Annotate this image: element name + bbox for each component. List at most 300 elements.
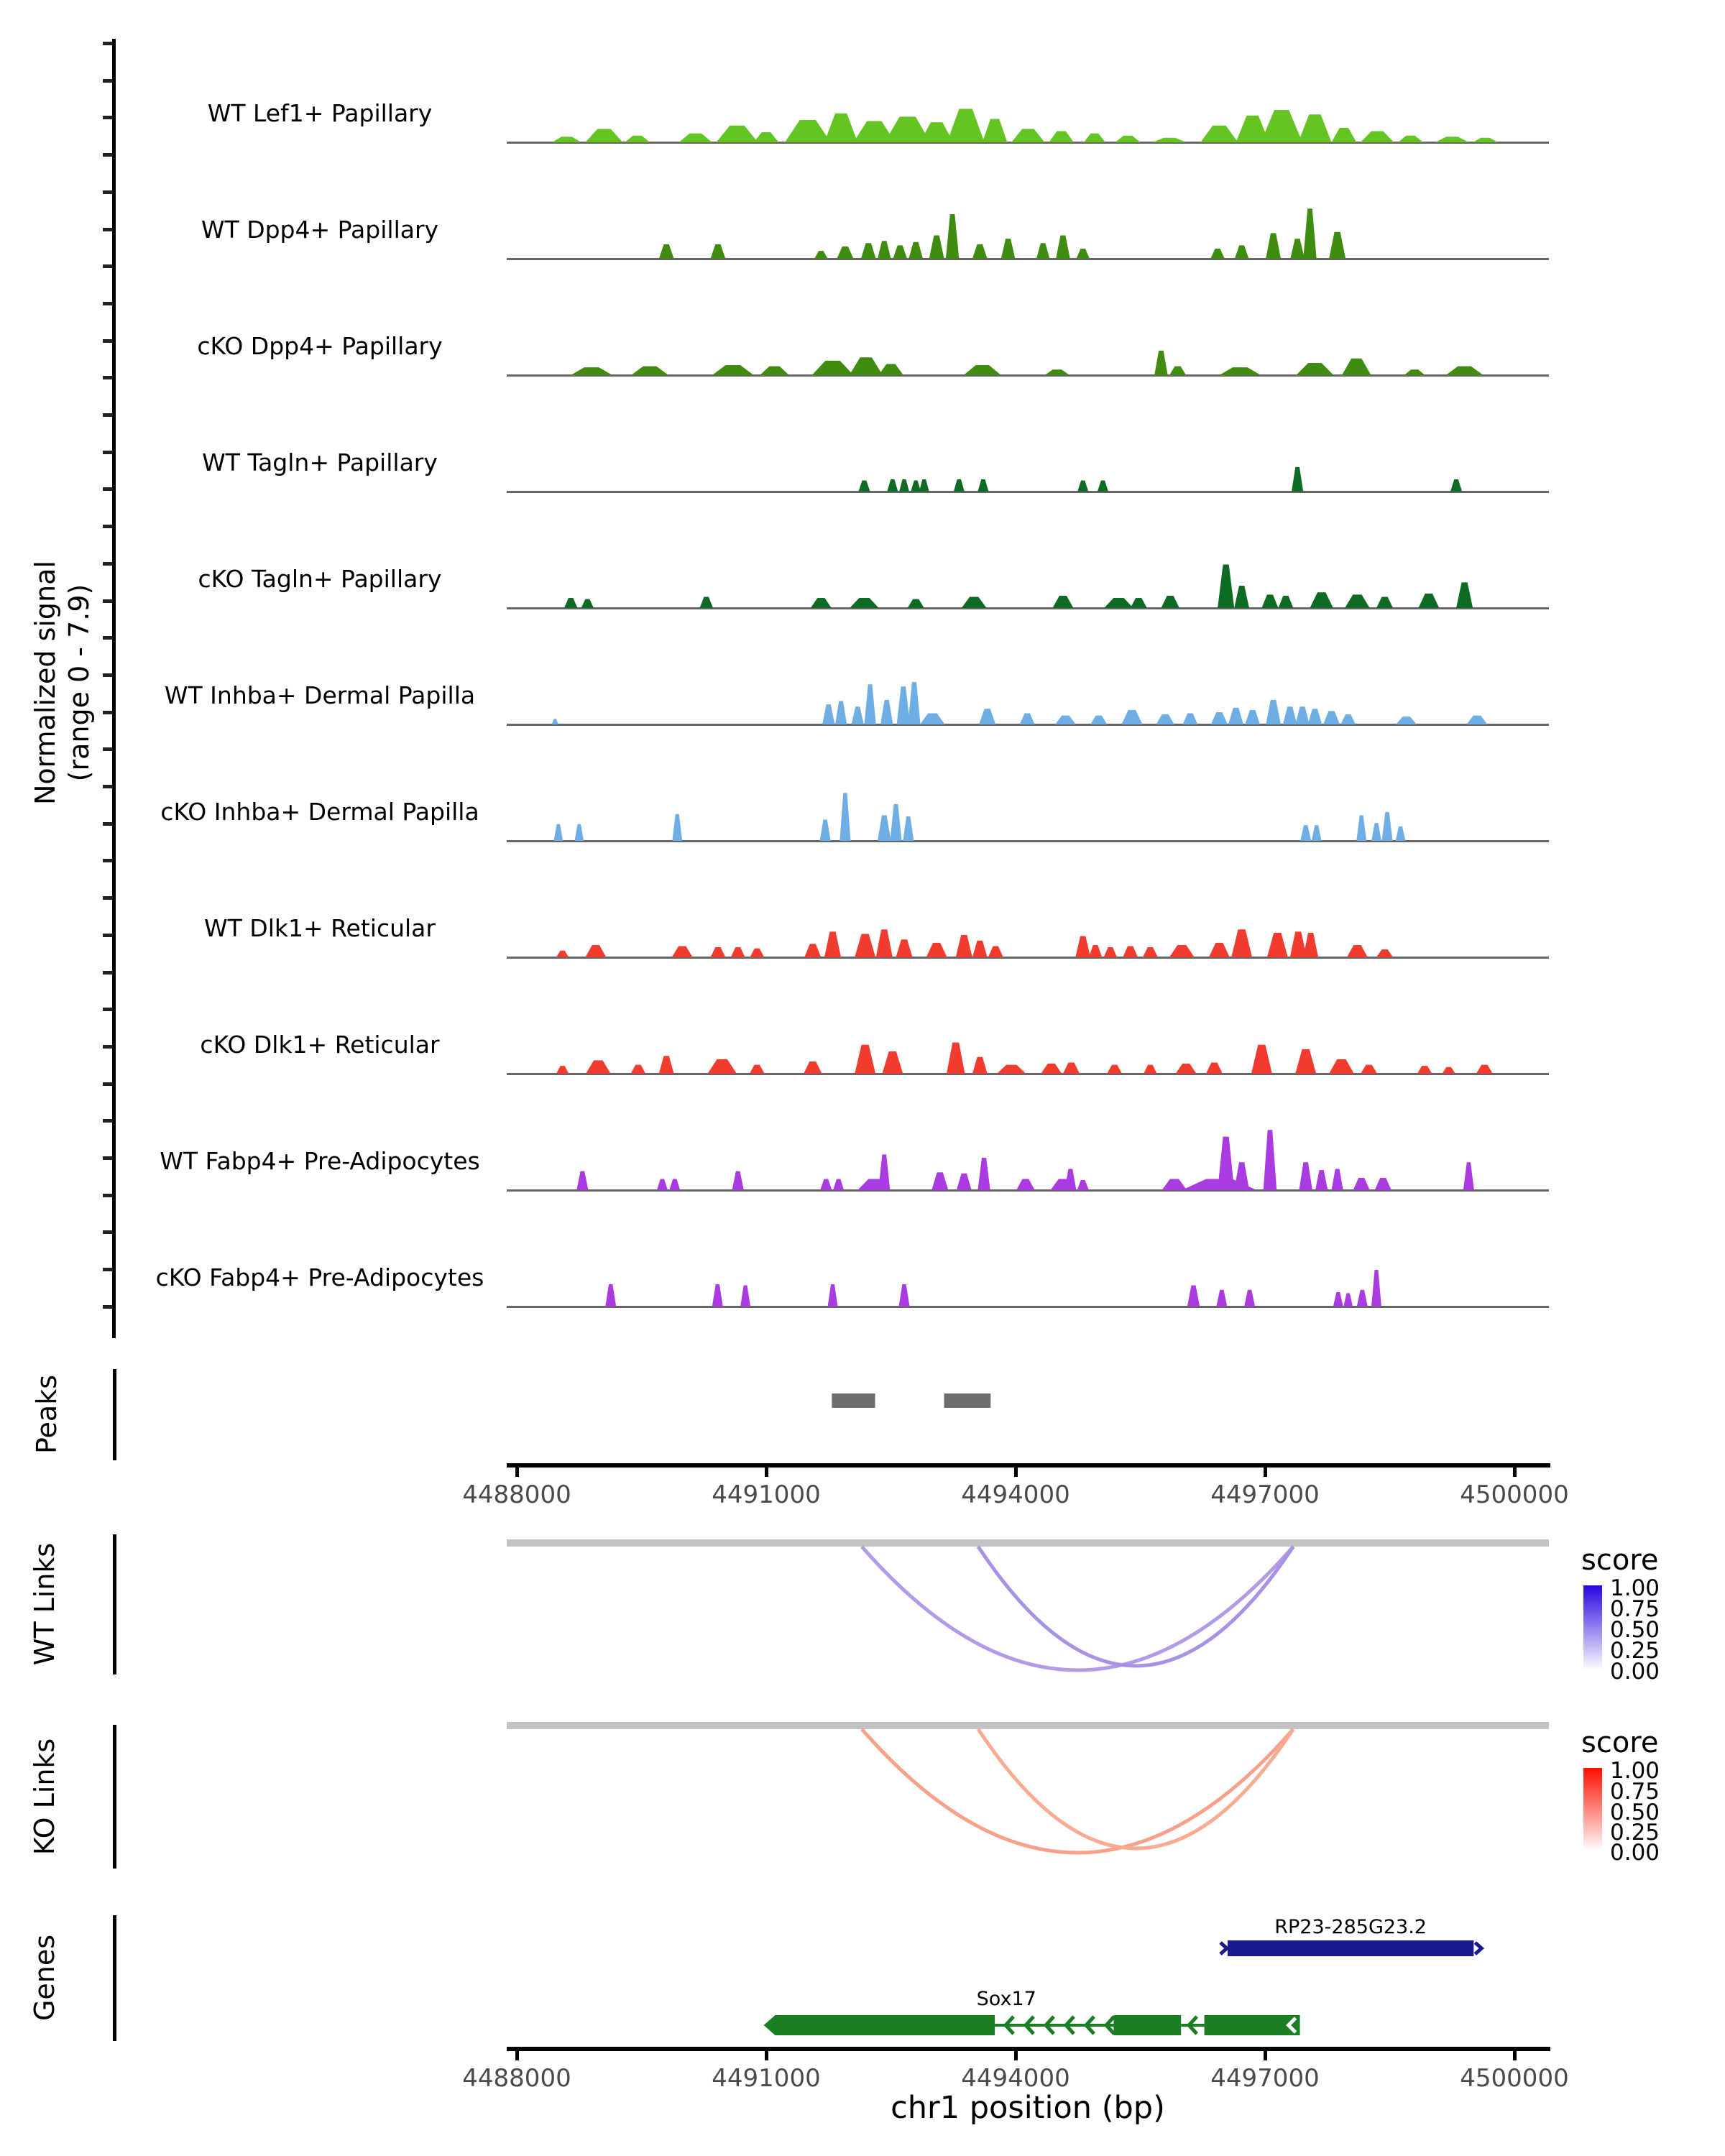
signal-peak bbox=[1044, 369, 1070, 375]
gene-exon-sox17 bbox=[1205, 2015, 1300, 2035]
signal-peak bbox=[679, 134, 712, 142]
signal-peak bbox=[1228, 708, 1243, 724]
signal-peak bbox=[1144, 1065, 1157, 1074]
signal-y-axis-line bbox=[112, 39, 116, 1338]
signal-peak bbox=[878, 1154, 890, 1190]
signal-peak bbox=[585, 129, 622, 142]
signal-y-axis-tick bbox=[103, 190, 113, 194]
signal-peak bbox=[1020, 714, 1035, 725]
signal-peak bbox=[750, 949, 764, 957]
signal-peak bbox=[820, 1179, 832, 1191]
signal-peak bbox=[946, 214, 960, 259]
signal-peak bbox=[552, 137, 581, 142]
signal-peak bbox=[878, 815, 891, 841]
axis-tick-label: 4497000 bbox=[1210, 2064, 1320, 2093]
signal-peak bbox=[630, 1065, 645, 1074]
signal-peak bbox=[1442, 1067, 1455, 1074]
signal-peak bbox=[947, 1043, 965, 1074]
wt-link-arc bbox=[978, 1547, 1293, 1666]
signal-peak bbox=[625, 136, 650, 142]
signal-peak bbox=[1371, 1270, 1381, 1307]
signal-peak bbox=[605, 1284, 616, 1307]
signal-peak bbox=[659, 244, 674, 259]
signal-peak bbox=[1261, 594, 1278, 608]
signal-peak bbox=[1353, 1178, 1370, 1190]
signal-y-axis-tick bbox=[103, 1082, 113, 1086]
signal-peak bbox=[1375, 1178, 1392, 1190]
signal-peak bbox=[1376, 949, 1393, 957]
signal-peak bbox=[571, 367, 612, 375]
axis-tick-label: 4500000 bbox=[1460, 2064, 1569, 2093]
signal-peak bbox=[672, 814, 682, 841]
x-axis-tick bbox=[765, 2051, 768, 2060]
signal-y-axis-tick bbox=[103, 451, 113, 454]
signal-peak bbox=[1299, 1162, 1312, 1190]
x-axis-tick bbox=[1014, 2051, 1018, 2060]
signal-peak bbox=[850, 598, 878, 608]
genes-bracket bbox=[113, 1915, 116, 2041]
signal-peak bbox=[711, 244, 726, 259]
y-axis-label bbox=[29, 482, 98, 884]
signal-peak bbox=[1098, 481, 1108, 492]
signal-peak bbox=[1356, 815, 1366, 841]
signal-peak bbox=[712, 365, 754, 375]
x-axis-tick bbox=[765, 1468, 768, 1477]
signal-y-axis-tick bbox=[103, 934, 113, 937]
signal-peak bbox=[850, 357, 883, 375]
signal-peak bbox=[1076, 249, 1090, 259]
gene-exon-sox17 bbox=[1113, 2015, 1181, 2035]
signal-y-axis-tick bbox=[103, 1305, 113, 1309]
signal-peak bbox=[1266, 700, 1281, 724]
signal-peak bbox=[717, 126, 758, 142]
track-label: WT Inhba+ Dermal Papilla bbox=[164, 681, 476, 709]
signal-y-axis-tick bbox=[103, 971, 113, 975]
signal-y-axis-tick bbox=[103, 42, 113, 45]
x-axis-tick bbox=[1264, 1468, 1267, 1477]
score-legend-tick-label: 0.25 bbox=[1610, 1638, 1660, 1664]
signal-peak bbox=[988, 946, 1003, 958]
signal-peak bbox=[1279, 596, 1294, 608]
signal-peak bbox=[1169, 945, 1195, 957]
track-baseline bbox=[507, 840, 1549, 842]
signal-peak bbox=[1056, 235, 1070, 259]
signal-peak bbox=[903, 816, 914, 841]
signal-y-axis-tick bbox=[103, 599, 113, 603]
signal-peak bbox=[1264, 1130, 1277, 1190]
signal-y-axis-tick bbox=[103, 822, 113, 826]
signal-y-axis-tick bbox=[103, 153, 113, 157]
signal-peak bbox=[1107, 1065, 1122, 1074]
track-baseline bbox=[507, 491, 1549, 493]
signal-peak bbox=[947, 109, 985, 143]
track-label: cKO Tagln+ Papillary bbox=[198, 565, 442, 593]
signal-peak bbox=[1298, 114, 1331, 142]
signal-peak bbox=[1476, 1065, 1493, 1074]
signal-peak bbox=[754, 132, 779, 142]
signal-peak bbox=[852, 706, 864, 724]
signal-peak bbox=[657, 1179, 668, 1191]
signal-peak bbox=[835, 701, 847, 724]
wt-links-bracket bbox=[113, 1534, 116, 1674]
x-axis-tick bbox=[1513, 2051, 1517, 2060]
signal-y-axis-tick bbox=[103, 859, 113, 862]
signal-peak bbox=[1049, 132, 1074, 143]
signal-peak bbox=[878, 364, 903, 376]
signal-peak bbox=[920, 714, 945, 725]
peaks-bracket bbox=[113, 1369, 116, 1460]
signal-peak bbox=[855, 934, 875, 957]
track-label: cKO Fabp4+ Pre-Adipocytes bbox=[155, 1263, 484, 1291]
signal-peak bbox=[824, 114, 857, 142]
signal-peak bbox=[979, 709, 995, 724]
signal-peak bbox=[804, 1061, 822, 1074]
signal-peak bbox=[1312, 825, 1322, 841]
signal-peak bbox=[1329, 1059, 1354, 1074]
x-axis-tick bbox=[515, 1468, 519, 1477]
signal-y-axis-tick bbox=[103, 562, 113, 566]
signal-peak bbox=[911, 481, 921, 492]
wt-score-gradient-bar bbox=[1583, 1585, 1602, 1670]
signal-peak bbox=[814, 251, 828, 259]
signal-peak bbox=[631, 367, 668, 375]
x-axis-tick bbox=[515, 2051, 519, 2060]
signal-peak bbox=[1234, 586, 1249, 608]
signal-peak bbox=[811, 598, 832, 608]
signal-peak bbox=[1398, 136, 1423, 142]
signal-peak bbox=[564, 598, 578, 608]
score-legend-tick-label: 1.00 bbox=[1610, 1575, 1660, 1601]
signal-peak bbox=[908, 682, 920, 724]
signal-peak bbox=[1176, 1064, 1197, 1074]
peaks-x-axis bbox=[507, 1463, 1550, 1468]
wt-score-legend-title: score bbox=[1581, 1544, 1659, 1577]
signal-peak bbox=[954, 479, 965, 492]
signal-peak bbox=[1466, 716, 1487, 724]
track-label: WT Fabp4+ Pre-Adipocytes bbox=[160, 1147, 480, 1175]
signal-peak bbox=[1187, 1286, 1200, 1307]
signal-peak bbox=[1216, 1290, 1227, 1307]
signal-peak bbox=[699, 597, 713, 609]
signal-peak bbox=[919, 479, 929, 492]
signal-y-axis-tick bbox=[103, 228, 113, 231]
signal-peak bbox=[1323, 711, 1340, 724]
signal-peak bbox=[1089, 945, 1103, 957]
signal-peak bbox=[1340, 714, 1356, 724]
signal-peak bbox=[1345, 594, 1370, 608]
signal-peak bbox=[1450, 479, 1462, 492]
signal-peak bbox=[581, 599, 594, 608]
signal-peak bbox=[1396, 717, 1417, 724]
signal-peak bbox=[840, 793, 850, 841]
signal-y-axis-tick bbox=[103, 636, 113, 640]
x-axis-tick bbox=[1264, 2051, 1267, 2060]
signal-peak bbox=[978, 1158, 990, 1190]
signal-peak bbox=[574, 824, 584, 841]
axis-tick-label: 4494000 bbox=[961, 2064, 1070, 2093]
signal-peak bbox=[1332, 1169, 1343, 1190]
axis-tick-label: 4497000 bbox=[1210, 1480, 1320, 1509]
signal-peak bbox=[1211, 712, 1228, 724]
signal-peak bbox=[553, 824, 563, 841]
signal-peak bbox=[785, 120, 831, 142]
signal-peak bbox=[1371, 823, 1381, 841]
signal-peak bbox=[556, 951, 569, 957]
signal-peak bbox=[1347, 945, 1368, 957]
signal-y-axis-tick bbox=[103, 673, 113, 677]
genes-x-axis bbox=[507, 2047, 1550, 2051]
signal-peak bbox=[556, 1066, 569, 1074]
signal-y-axis-tick bbox=[103, 1008, 113, 1011]
signal-peak bbox=[576, 1171, 588, 1190]
peak-box bbox=[944, 1393, 991, 1408]
signal-peak bbox=[1418, 594, 1439, 608]
signal-peak bbox=[1210, 249, 1225, 259]
signal-peak bbox=[978, 479, 988, 492]
axis-tick-label: 4491000 bbox=[712, 1480, 821, 1509]
signal-y-axis-tick bbox=[103, 413, 113, 417]
signal-peak bbox=[1104, 947, 1118, 957]
signal-y-axis-tick bbox=[103, 1045, 113, 1049]
section-label-ko-links: KO Links bbox=[29, 1738, 60, 1856]
signal-peak bbox=[1329, 232, 1346, 259]
signal-y-axis-tick bbox=[103, 896, 113, 900]
signal-peak bbox=[1267, 933, 1288, 957]
signal-y-axis-tick bbox=[103, 487, 113, 491]
signal-peak bbox=[804, 944, 821, 957]
x-axis-tick bbox=[1513, 1468, 1517, 1477]
signal-peak bbox=[1219, 367, 1261, 375]
signal-peak bbox=[1084, 134, 1105, 142]
gene-exon-sox17 bbox=[764, 2015, 995, 2035]
signal-peak bbox=[833, 1179, 844, 1191]
signal-y-axis-tick bbox=[103, 339, 113, 343]
signal-peak bbox=[1162, 1179, 1187, 1191]
signal-peak bbox=[1235, 245, 1249, 259]
axis-tick-label: 4494000 bbox=[961, 1480, 1070, 1509]
signal-peak bbox=[1077, 1180, 1089, 1190]
signal-peak bbox=[1075, 936, 1090, 957]
ko-link-arc bbox=[978, 1729, 1293, 1848]
x-axis-title: chr1 position (bp) bbox=[891, 2090, 1165, 2126]
signal-peak bbox=[1153, 138, 1186, 142]
signal-peak bbox=[897, 686, 911, 724]
signal-peak bbox=[1244, 1290, 1255, 1307]
score-legend-tick-label: 1.00 bbox=[1610, 1758, 1660, 1784]
signal-peak bbox=[820, 820, 831, 841]
signal-peak bbox=[1169, 367, 1186, 375]
signal-peak bbox=[1251, 1045, 1272, 1074]
signal-peak bbox=[740, 1286, 750, 1307]
gene-strand-arrow bbox=[1475, 1943, 1481, 1954]
signal-peak bbox=[882, 1051, 903, 1074]
signal-peak bbox=[964, 365, 1001, 375]
signal-peak bbox=[1376, 597, 1393, 609]
signal-peak bbox=[669, 1179, 680, 1191]
gene-intron-sox17 bbox=[1181, 2024, 1204, 2027]
signal-peak bbox=[707, 1059, 736, 1074]
axis-tick-label: 4500000 bbox=[1460, 1480, 1569, 1509]
gene-strand-arrow bbox=[1220, 1943, 1227, 1954]
signal-peak bbox=[926, 943, 947, 957]
signal-peak bbox=[1463, 1162, 1474, 1190]
signal-peak bbox=[1001, 239, 1016, 259]
y-axis-label-line1: Normalized signal bbox=[29, 561, 61, 805]
signal-peak bbox=[1218, 1137, 1234, 1190]
signal-y-axis-tick bbox=[103, 711, 113, 714]
signal-y-axis-tick bbox=[103, 1156, 113, 1160]
track-label: WT Lef1+ Papillary bbox=[207, 99, 433, 127]
signal-peak bbox=[1016, 1179, 1034, 1191]
signal-peak bbox=[1315, 1170, 1328, 1190]
signal-peak bbox=[1361, 132, 1394, 143]
score-legend-tick-label: 0.25 bbox=[1610, 1820, 1660, 1846]
score-legend-tick-label: 0.00 bbox=[1610, 1659, 1660, 1685]
signal-peak bbox=[1182, 714, 1197, 725]
section-label-peaks: Peaks bbox=[31, 1374, 63, 1455]
signal-peak bbox=[1357, 1290, 1368, 1307]
gene-label-sox17: Sox17 bbox=[976, 1988, 1036, 2010]
signal-peak bbox=[972, 941, 988, 957]
signal-peak bbox=[1200, 126, 1238, 142]
signal-peak bbox=[1090, 716, 1107, 724]
signal-peak bbox=[1296, 363, 1333, 375]
signal-peak bbox=[1396, 826, 1406, 841]
track-baseline bbox=[507, 1306, 1549, 1308]
score-legend-tick-label: 0.50 bbox=[1610, 1617, 1660, 1643]
signal-peak bbox=[712, 1284, 723, 1307]
signal-y-axis-tick bbox=[103, 116, 113, 119]
signal-peak bbox=[1300, 825, 1311, 841]
gene-label-rp23-285g23: RP23-285G23.2 bbox=[1274, 1916, 1427, 1938]
signal-peak bbox=[1161, 596, 1179, 608]
signal-peak bbox=[1041, 1064, 1062, 1074]
signal-peak bbox=[858, 481, 870, 492]
signal-peak bbox=[898, 1284, 909, 1307]
signal-peak bbox=[908, 599, 924, 608]
signal-peak bbox=[1131, 598, 1147, 608]
axis-tick-label: 4488000 bbox=[462, 2064, 571, 2093]
axis-tick-label: 4488000 bbox=[462, 1480, 571, 1509]
score-legend-tick-label: 0.00 bbox=[1610, 1840, 1660, 1866]
signal-peak bbox=[585, 945, 606, 957]
track-label: cKO Inhba+ Dermal Papilla bbox=[160, 798, 479, 826]
signal-peak bbox=[1121, 710, 1142, 724]
signal-peak bbox=[1206, 1063, 1223, 1074]
ko-score-gradient-bar bbox=[1583, 1768, 1602, 1851]
signal-peak bbox=[1332, 128, 1357, 142]
score-legend-tick-label: 0.75 bbox=[1610, 1596, 1660, 1622]
signal-peak bbox=[1052, 596, 1073, 608]
signal-peak bbox=[711, 947, 726, 957]
track-label: cKO Dpp4+ Papillary bbox=[197, 332, 443, 360]
gene-body-rp23 bbox=[1228, 1940, 1473, 1956]
signal-peak bbox=[878, 241, 891, 259]
signal-peak bbox=[899, 479, 909, 492]
signal-y-axis-tick bbox=[103, 785, 113, 788]
signal-peak bbox=[896, 939, 912, 957]
signal-peak bbox=[1266, 233, 1281, 259]
signal-peak bbox=[1308, 709, 1322, 724]
signal-peak bbox=[750, 1065, 765, 1074]
signal-peak bbox=[972, 1057, 988, 1074]
signal-peak bbox=[932, 1172, 948, 1190]
ko-links-bracket bbox=[113, 1725, 116, 1869]
signal-peak bbox=[997, 1065, 1026, 1074]
signal-peak bbox=[1245, 710, 1260, 724]
signal-peak bbox=[1361, 1065, 1377, 1074]
signal-peak bbox=[962, 597, 987, 609]
track-label: WT Dpp4+ Papillary bbox=[201, 216, 439, 244]
signal-peak bbox=[1382, 812, 1393, 841]
signal-peak bbox=[828, 1284, 838, 1307]
ko-links-range-bar bbox=[507, 1722, 1549, 1729]
signal-peak bbox=[1156, 714, 1174, 724]
signal-peak bbox=[983, 119, 1008, 142]
signal-peak bbox=[864, 684, 875, 724]
signal-peak bbox=[956, 935, 972, 957]
signal-peak bbox=[1417, 1066, 1432, 1074]
signal-peak bbox=[1292, 467, 1303, 492]
signal-peak bbox=[1435, 137, 1468, 142]
signal-peak bbox=[1295, 1049, 1316, 1074]
axis-tick-label: 4491000 bbox=[712, 2064, 821, 2093]
signal-peak bbox=[1036, 243, 1050, 259]
gene-intron-sox17 bbox=[995, 2024, 1113, 2027]
signal-peak bbox=[972, 244, 988, 259]
signal-peak bbox=[1342, 359, 1371, 375]
signal-peak bbox=[1218, 565, 1234, 608]
signal-peak bbox=[822, 704, 834, 724]
signal-y-axis-tick bbox=[103, 376, 113, 379]
signal-peak bbox=[1333, 1292, 1343, 1307]
signal-peak bbox=[760, 367, 788, 375]
signal-y-axis-tick bbox=[103, 1230, 113, 1234]
signal-peak bbox=[957, 1174, 972, 1190]
signal-peak bbox=[552, 719, 558, 724]
signal-peak bbox=[1290, 239, 1305, 259]
signal-peak bbox=[855, 1045, 875, 1074]
signal-peak bbox=[1261, 110, 1302, 142]
signal-peak bbox=[824, 931, 841, 957]
peak-box bbox=[832, 1393, 875, 1408]
section-label-genes: Genes bbox=[29, 1934, 60, 2022]
section-label-wt-links: WT Links bbox=[29, 1542, 60, 1666]
signal-peak bbox=[659, 1056, 674, 1074]
signal-peak bbox=[586, 1060, 611, 1074]
signal-peak bbox=[837, 247, 853, 259]
signal-y-axis-tick bbox=[103, 1194, 113, 1197]
signal-peak bbox=[1154, 351, 1168, 375]
signal-peak bbox=[887, 479, 898, 492]
signal-y-axis-tick bbox=[103, 1119, 113, 1123]
ko-score-legend-title: score bbox=[1581, 1726, 1659, 1759]
signal-peak bbox=[861, 243, 876, 259]
signal-peak bbox=[1404, 369, 1425, 375]
signal-peak bbox=[1011, 129, 1044, 142]
signal-peak bbox=[1295, 706, 1310, 724]
signal-y-axis-tick bbox=[103, 302, 113, 305]
signal-peak bbox=[1446, 367, 1484, 375]
track-label: WT Dlk1+ Reticular bbox=[204, 914, 436, 942]
wt-links-range-bar bbox=[507, 1539, 1549, 1547]
signal-peak bbox=[731, 947, 745, 957]
signal-peak bbox=[1303, 933, 1318, 957]
signal-peak bbox=[1303, 208, 1317, 259]
signal-peak bbox=[1077, 481, 1088, 492]
signal-y-axis-tick bbox=[103, 525, 113, 528]
score-legend-tick-label: 0.75 bbox=[1610, 1779, 1660, 1805]
